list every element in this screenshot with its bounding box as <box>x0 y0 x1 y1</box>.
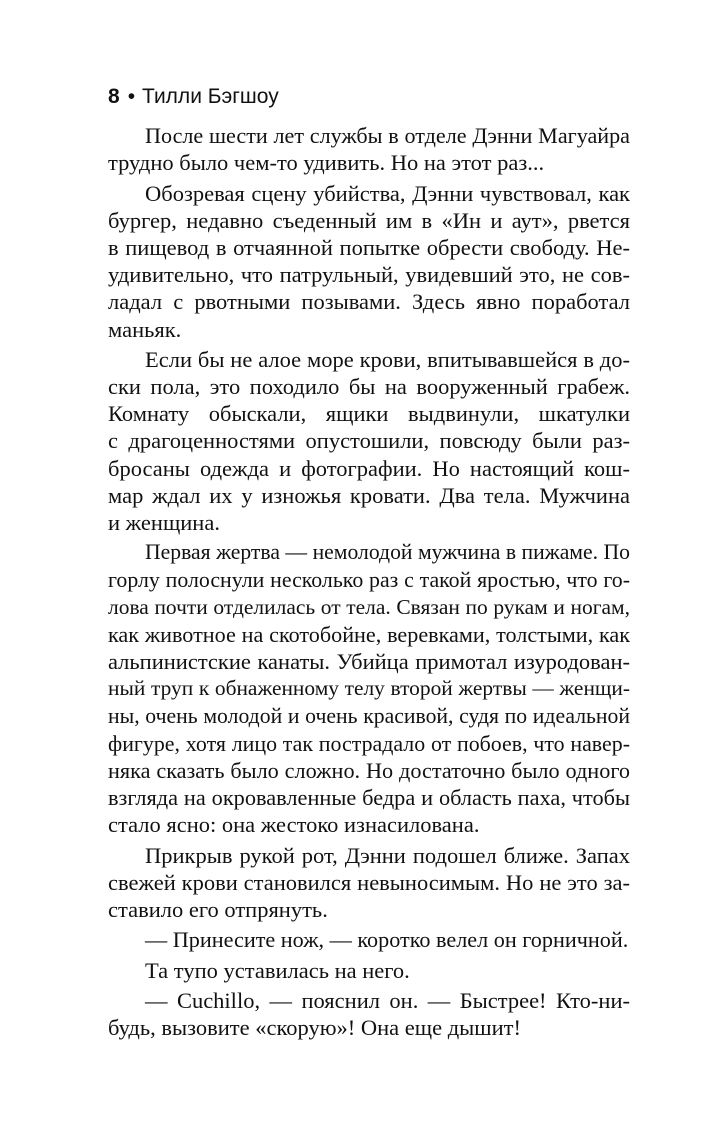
running-title: Тилли Бэгшоу <box>142 85 279 108</box>
paragraph <box>108 346 630 536</box>
paragraph <box>108 987 630 1041</box>
text-line: стало ясно: она жестоко изнасилована. <box>108 812 480 838</box>
text-line: будь, вызовите «скорую»! Она еще дышит! <box>108 1015 521 1041</box>
text-line: Комнату обыскали, ящики выдвинули, шкатулки <box>108 401 630 427</box>
text-line: в пищевод в отчаянной попытке обрести свободу. Не- <box>108 234 630 260</box>
text-line: После шести лет службы в отделе Дэнни Магуайра <box>145 123 630 148</box>
text-line: ски пола, это походило бы на вооруженный грабеж. <box>108 374 630 400</box>
text-line: бросаны одежда и фотографии. Но настоящий кош- <box>108 455 630 481</box>
paragraph <box>108 957 630 984</box>
paragraph <box>108 122 630 176</box>
page-body-text <box>108 122 630 1045</box>
text-line: Если бы не алое море крови, впитывавшейся в до- <box>145 346 630 372</box>
text-line: свежей крови становился невыносимым. Но не это за- <box>108 869 630 895</box>
running-header <box>108 82 588 112</box>
text-line: Прикрыв рукой рот, Дэнни подошел ближе. Запах <box>145 842 630 868</box>
text-line: как животное на скотобойне, веревками, толстыми, как <box>108 621 630 647</box>
text-line: лова почти отделилась от тела. Связан по рукам и ногам, <box>108 594 630 619</box>
text-line: маньяк. <box>108 316 182 342</box>
text-line: ны, очень молодой и очень красивой, судя по идеальной <box>108 703 630 728</box>
text-line: — Принесите нож, — коротко велел он горничной. <box>145 927 629 953</box>
text-line: няка сказать было сложно. Но достаточно было одного <box>108 757 630 783</box>
text-line: альпинистские канаты. Убийца примотал изуродован- <box>108 649 630 675</box>
text-line: Обозревая сцену убийства, Дэнни чувствовал, как <box>145 180 630 206</box>
text-line: мар ждал их у изножья кровати. Два тела. Мужчина <box>108 482 630 508</box>
text-line: трудно было чем-то удивить. Но на этот раз... <box>108 150 545 176</box>
paragraph <box>108 180 630 343</box>
text-line: с драгоценностями опустошили, повсюду были раз- <box>108 428 630 454</box>
header-separator: • <box>127 85 136 108</box>
text-line: Первая жертва — немолодой мужчина в пижаме. По <box>145 540 630 565</box>
text-line: ный труп к обнаженному телу второй жертвы — женщи- <box>108 676 630 701</box>
paragraph <box>108 539 630 838</box>
page-number: 8 <box>108 85 120 108</box>
text-line: горлу полоснули несколько раз с такой яростью, что го- <box>108 567 630 592</box>
text-line: — Cuchillo, — пояснил он. — Быстрее! Кто-ни- <box>145 988 630 1014</box>
text-line: взгляда на окровавленные бедра и область паха, чтобы <box>108 785 630 811</box>
paragraph <box>108 842 630 924</box>
paragraph <box>108 926 630 953</box>
text-line: и женщина. <box>108 510 220 535</box>
text-line: фигуре, хотя лицо так пострадало от побоев, что навер- <box>108 730 630 756</box>
text-line: удивительно, что патрульный, увидевший это, не сов- <box>108 262 630 288</box>
text-line: бургер, недавно съеденный им в «Ин и аут», рвется <box>108 207 630 233</box>
text-line: Та тупо уставилась на него. <box>145 957 410 983</box>
text-line: ставило его отпрянуть. <box>108 897 328 922</box>
text-line: ладал с рвотными позывами. Здесь явно поработал <box>108 289 630 315</box>
